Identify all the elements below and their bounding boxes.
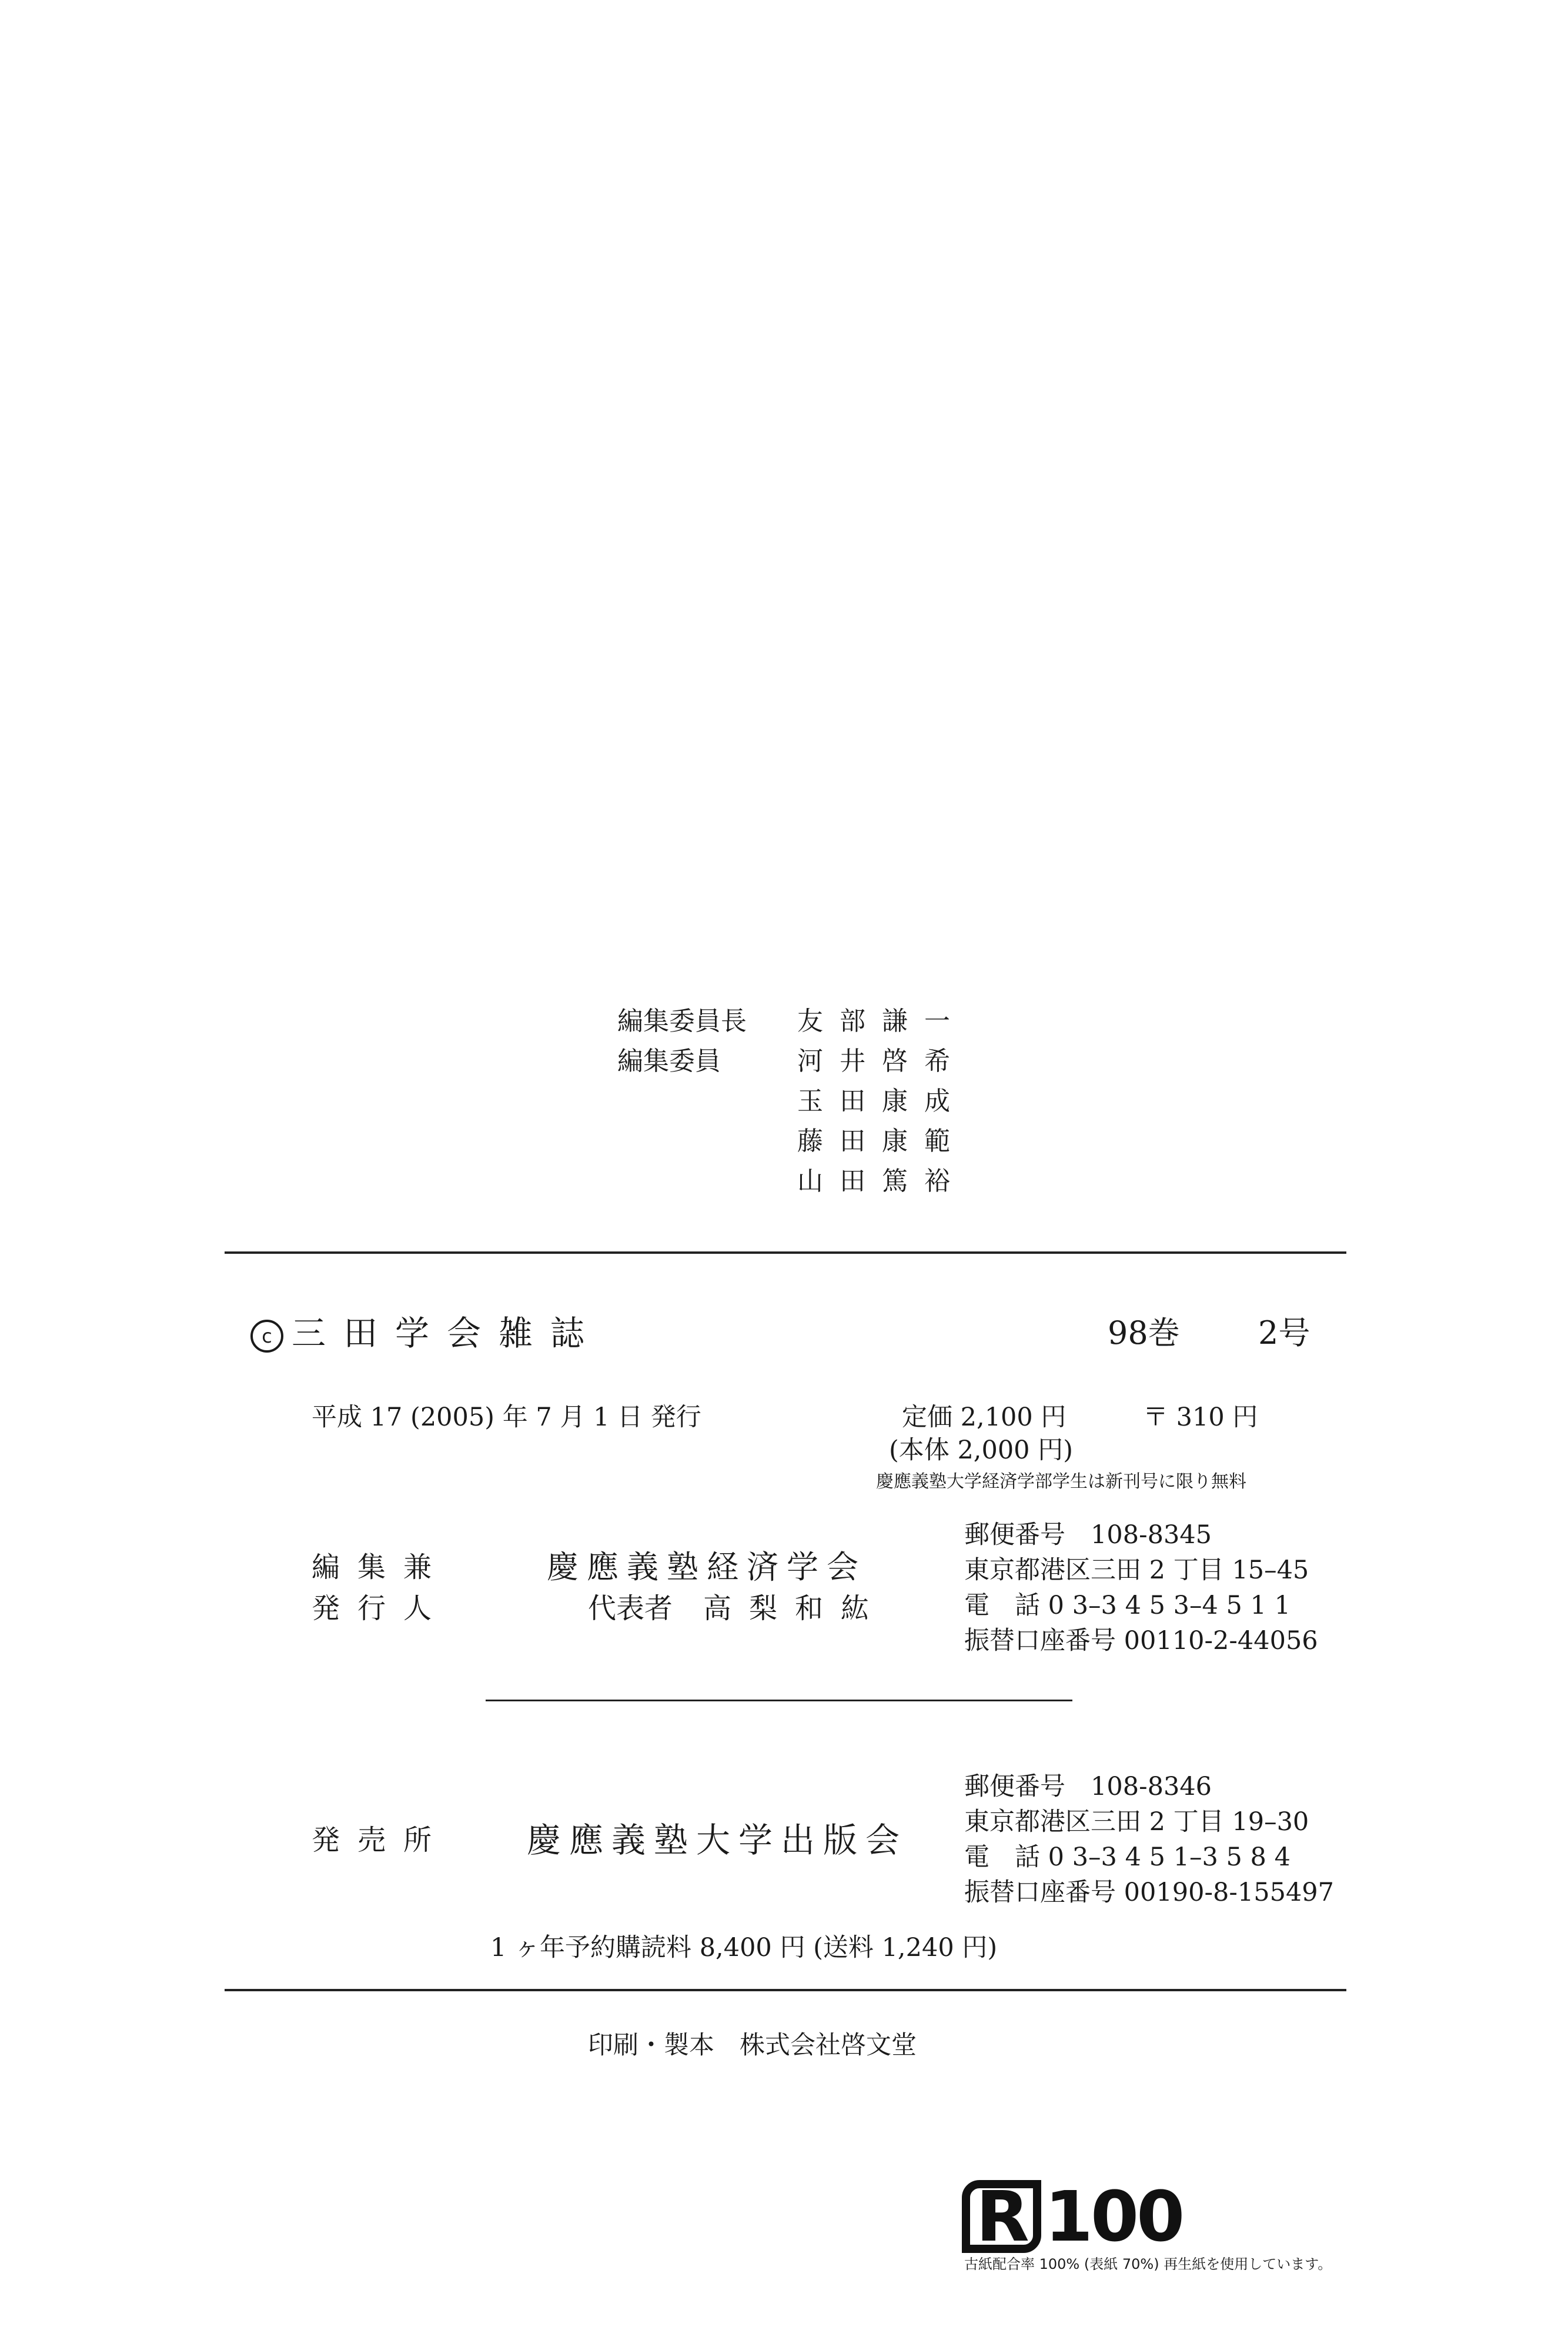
phone: 電 話 0 3–3 4 5 3–4 5 1 1: [964, 1591, 1290, 1620]
editor-member-name: 藤田康範: [797, 1126, 967, 1156]
printer: 印刷・製本 株式会社啓文堂: [588, 2031, 917, 2060]
base-price: (本体 2,000 円): [889, 1436, 1073, 1465]
recycled-paper-logo: [962, 2176, 1182, 2257]
volume: 98巻: [1108, 1314, 1180, 1351]
editor-member-name: 河井啓希: [797, 1046, 967, 1076]
recycled-paper-caption: 古紙配合率 100% (表紙 70%) 再生紙を使用しています。: [964, 2256, 1332, 2272]
issue-date: 平成 17 (2005) 年 7 月 1 日 発行: [312, 1403, 701, 1432]
editor-member-name: 山田篤裕: [797, 1166, 967, 1196]
phone: 電 話 0 3–3 4 5 1–3 5 8 4: [964, 1842, 1290, 1872]
representative-name: 高梨和紘: [703, 1592, 887, 1625]
seller-label: 発売所: [312, 1824, 450, 1857]
seller-org: 慶應義塾大学出版会: [527, 1820, 908, 1860]
editor-member-name: 玉田康成: [797, 1086, 967, 1116]
postal-code: 郵便番号 108-8346: [964, 1772, 1212, 1801]
editor-publisher-org: 慶應義塾経済学会: [547, 1548, 867, 1585]
divider-top: [225, 1251, 1346, 1254]
representative-title: 代表者: [588, 1592, 673, 1625]
divider-middle: [486, 1700, 1072, 1701]
editor-chief-label: 編集委員長: [617, 1006, 747, 1036]
journal-title-line: [250, 1306, 602, 1355]
editor-member-label: 編集委員: [617, 1046, 721, 1076]
issue: 2号: [1258, 1314, 1310, 1351]
price: 定価 2,100 円: [902, 1403, 1066, 1432]
postal-code: 郵便番号 108-8345: [964, 1520, 1212, 1550]
copyright-mark: c: [250, 1320, 283, 1353]
recycled-logo-letter: R: [962, 2180, 1041, 2253]
transfer-account: 振替口座番号 00110-2-44056: [964, 1626, 1318, 1655]
address: 東京都港区三田 2 丁目 15–45: [964, 1555, 1309, 1585]
recycled-logo-number: 100: [1044, 2176, 1183, 2257]
postage: 〒 310 円: [1143, 1403, 1258, 1432]
journal-title: 三田学会雑誌: [292, 1313, 603, 1353]
subscription-fee: 1 ヶ年予約購読料 8,400 円 (送料 1,240 円): [490, 1933, 998, 1962]
transfer-account: 振替口座番号 00190-8-155497: [964, 1878, 1335, 1907]
student-note: 慶應義塾大学経済学部学生は新刊号に限り無料: [876, 1471, 1246, 1492]
editor-publisher-label: 発行人: [312, 1592, 450, 1625]
divider-bottom: [225, 1989, 1346, 1991]
editor-publisher-label: 編集兼: [312, 1551, 450, 1584]
editor-chief-name: 友部謙一: [797, 1006, 967, 1036]
address: 東京都港区三田 2 丁目 19–30: [964, 1807, 1309, 1837]
